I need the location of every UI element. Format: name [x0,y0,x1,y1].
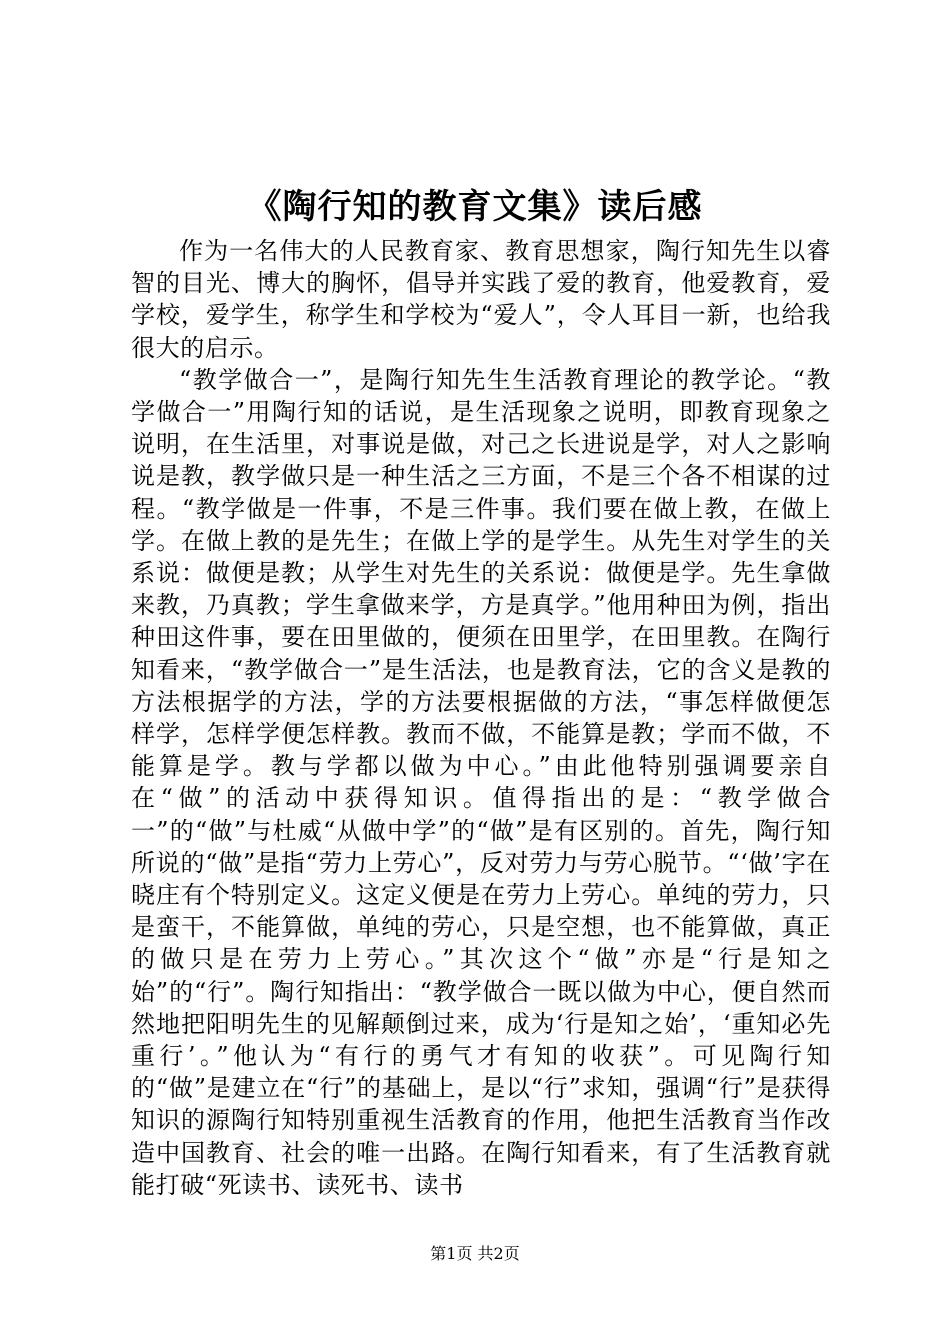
paragraph-intro: 作为一名伟大的人民教育家、教育思想家，陶行知先生以睿智的目光、博大的胸怀，倡导并实践了爱的教育，他爱教育，爱学校，爱学生，称学生和学校为“爱人”，令人耳目一新，也给我很大的启示。 [131,237,831,362]
document-title: 《陶行知的教育文集》读后感 [247,187,703,227]
page-footer: 第1页 共2页 [430,1244,520,1263]
paragraph-teaching-doing: “教学做合一”，是陶行知先生生活教育理论的教学论。“教学做合一”用陶行知的话说，是生活现象之说明，即教育现象之说明，在生活里，对事说是做，对己之长进说是学，对人之影响说是教，教学做只是一种生活之三方面，不是三个各不相谋的过程。“教学做是一件事，不是三件事。我们要在做上教，在做上学。在做上教的是先生；在做上学的是学生。从先生对学生的关系说：做便是教；从学生对先生的关系说：做便是学。先生拿做来教，乃真教；学生拿做来学，方是真学。”他用种田为例，指出种田这件事，要在田里做的，便须在田里学，在田里教。在陶行知看来，“教学做合一”是生活法，也是教育法，它的含义是教的方法根据学的方法，学的方法要根据做的方法，“事怎样做便怎样学，怎样学便怎样教。教而不做，不能算是教；学而不做，不能算是学。教与学都以做为中心。”由此他特别强调要亲自在“做”的活动中获得知识。值得指出的是：“教学做合一”的“做”与杜威“从做中学”的“做”是有区别的。首先，陶行知所说的“做”是指“劳力上劳心”，反对劳力与劳心脱节。“‘做’字在晓庄有个特别定义。这定义便是在劳力上劳心。单纯的劳力，只是蛮干，不能算做，单纯的劳心，只是空想，也不能算做，真正的做只是在劳力上劳心。”其次这个“做”亦是“行是知之始”的“行”。陶行知指出：“教学做合一既以做为中心，便自然而然地把阳明先生的见解颠倒过来，成为‘行是知之始’，‘重知必先重行’。”他认为“有行的勇气才有知的收获”。可见陶行知的“做”是建立在“行”的基础上，是以“行”求知，强调“行”是获得知识的源陶行知特别重视生活教育的作用，他把生活教育当作改造中国教育、社会的唯一出路。在陶行知看来，有了生活教育就能打破“死读书、读死书、读书 [131,365,831,1199]
document-body [131,235,831,1201]
